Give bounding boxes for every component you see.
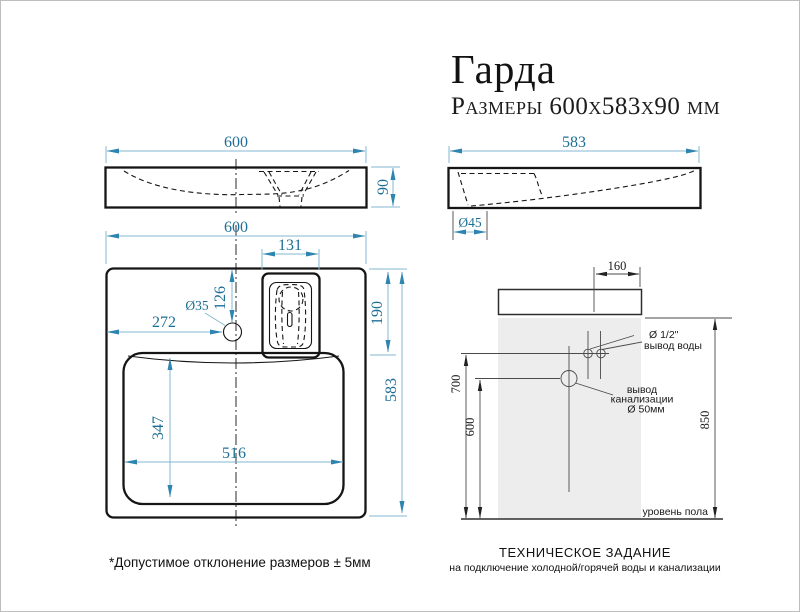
side-view-recess-curve <box>534 174 543 198</box>
dim-side-depth: 583 <box>562 134 586 151</box>
sink-profile <box>499 290 642 315</box>
product-dimensions-subtitle: Размеры 600x583x90 мм <box>451 93 721 120</box>
front-view-recess-walls <box>264 172 316 195</box>
plan-view <box>106 219 407 528</box>
side-view-outline <box>449 168 701 208</box>
wall-area <box>498 318 641 519</box>
dim-tap-hole: Ø35 <box>185 298 209 313</box>
dim-plan-width: 600 <box>224 219 248 236</box>
floor-level-label: уровень пола <box>642 506 708 518</box>
plan-faucet-body-inner-dashed <box>282 292 299 344</box>
dim-side-drain-hole: Ø45 <box>458 215 482 230</box>
side-view-basin-slope <box>471 170 696 206</box>
dim-bowl-width: 516 <box>222 445 246 462</box>
dim-install-tap-offset: 160 <box>607 259 627 273</box>
dim-recess-depth: 190 <box>369 301 386 325</box>
dim-plan-depth: 583 <box>383 378 400 402</box>
dim-tap-offset-back: 126 <box>212 286 229 310</box>
dim-total-height: 850 <box>698 410 712 430</box>
drain-label-3: Ø 50мм <box>627 403 665 416</box>
plan-faucet-slot <box>288 313 293 327</box>
installation-diagram <box>449 259 732 519</box>
plan-tap-hole <box>224 323 242 341</box>
front-view <box>106 134 401 216</box>
dim-water-height: 700 <box>449 374 463 394</box>
drain-label-2: канализации <box>610 393 674 406</box>
drain-label-1: вывод <box>626 384 658 396</box>
dim-front-width: 600 <box>224 134 248 151</box>
water-outlet-label: вывод воды <box>644 340 702 352</box>
dim-front-height: 90 <box>375 179 392 195</box>
side-view <box>449 134 701 240</box>
tech-task-title: ТЕХНИЧЕСКОЕ ЗАДАНИЕ <box>499 545 671 560</box>
plan-faucet-head-dashed <box>279 287 303 311</box>
tap-hole-leader <box>205 313 226 326</box>
product-title: Гарда <box>451 46 556 92</box>
dim-recess-width: 131 <box>278 237 302 254</box>
side-view-back-wall <box>458 172 468 205</box>
tolerance-footnote: *Допустимое отклонение размеров ± 5мм <box>109 555 371 570</box>
water-outlet-label-size: Ø 1/2" <box>649 329 679 341</box>
dim-tap-offset-left: 272 <box>152 314 176 331</box>
dim-drain-height: 600 <box>463 417 477 437</box>
drawing-svg <box>1 1 799 611</box>
tech-task-subtitle: на подключение холодной/горячей воды и канализации <box>449 562 721 574</box>
front-view-drain-lines <box>277 196 304 207</box>
dim-bowl-depth: 347 <box>150 416 167 440</box>
